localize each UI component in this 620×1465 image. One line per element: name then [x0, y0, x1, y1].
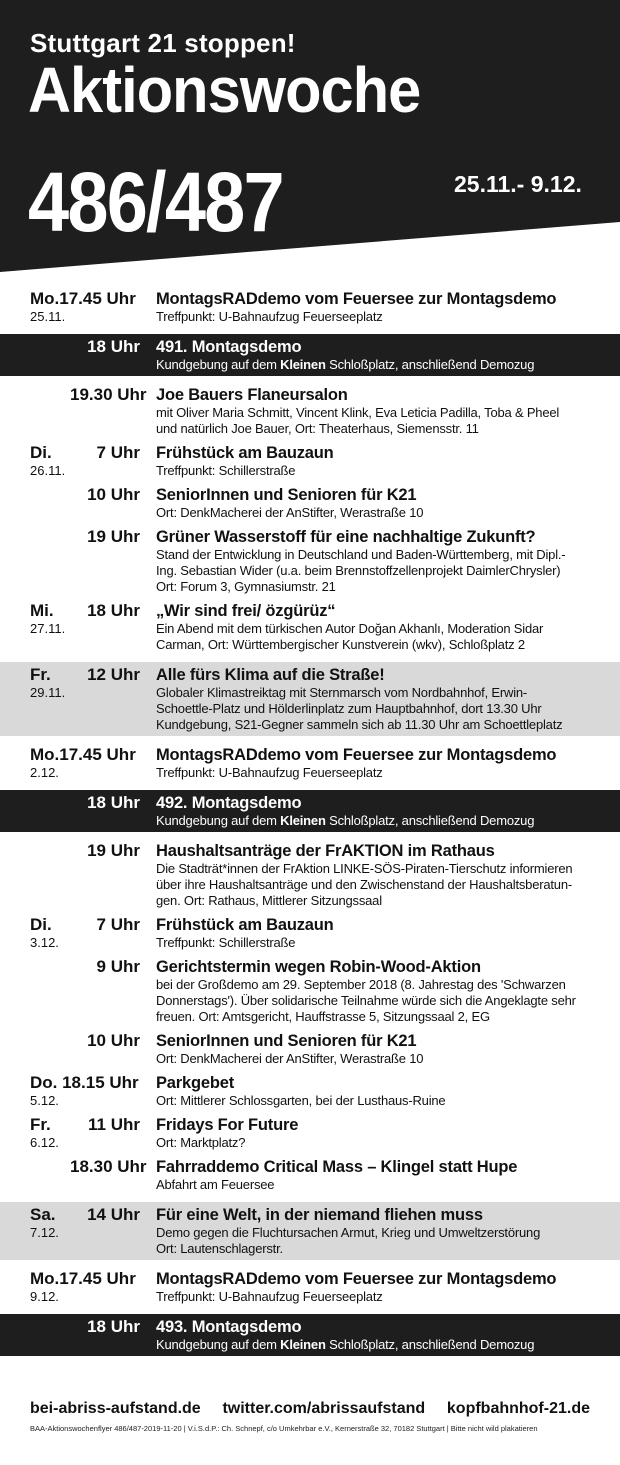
- event-detail: gen. Ort: Rathaus, Mittlerer Sitzungssaal: [156, 893, 382, 908]
- event-row: [0, 1028, 620, 1070]
- flyer-footer: [0, 1400, 620, 1433]
- event-content: [156, 1031, 620, 1067]
- event-title: Frühstück am Bauzaun: [156, 916, 334, 934]
- event-row: [0, 1202, 620, 1260]
- event-date: 26.11.: [30, 463, 66, 478]
- event-day: [0, 1269, 136, 1305]
- event-detail-emphasis: Kleinen: [280, 357, 326, 372]
- event-row: [0, 954, 620, 1028]
- event-detail: Ort: DenkMacherei der AnStifter, Werastraße 10: [156, 1051, 424, 1066]
- event-title: 491. Montagsdemo: [156, 338, 302, 356]
- event-row: [0, 912, 620, 954]
- event-detail: [156, 357, 596, 373]
- event-title: MontagsRADdemo vom Feuersee zur Montagsdemo: [156, 290, 557, 308]
- event-detail: Ein Abend mit dem türkischen Autor Doğan Akhanlı, Moderation Sidar: [156, 621, 544, 636]
- event-content: [156, 665, 620, 733]
- event-content: [156, 337, 620, 373]
- event-time: 9 Uhr: [96, 957, 140, 976]
- event-content: [156, 1205, 620, 1257]
- event-date: 3.12.: [30, 935, 59, 950]
- event-detail-text: Schloßplatz, anschließend Demozug: [325, 813, 535, 828]
- event-row: [0, 524, 620, 598]
- event-content: [156, 793, 620, 829]
- event-detail: über ihre Haushaltsanträge und den Zwischenstand der Haushaltsberatun-: [156, 877, 572, 892]
- event-weekday: Fr.: [30, 665, 51, 684]
- event-detail: [156, 813, 596, 829]
- event-content: [156, 385, 620, 437]
- event-time: 10 Uhr: [87, 485, 140, 504]
- event-detail: Ort: Marktplatz?: [156, 1135, 246, 1150]
- event-day: [0, 1073, 139, 1109]
- event-detail: Demo gegen die Fluchtursachen Armut, Krieg und Umweltzerstörung: [156, 1225, 541, 1240]
- event-detail: mit Oliver Maria Schmitt, Vincent Klink, Eva Leticia Padilla, Toba & Pheel: [156, 405, 560, 420]
- event-detail: [156, 1337, 596, 1353]
- event-content: [156, 915, 620, 951]
- event-detail: freuen. Ort: Amtsgericht, Hauffstrasse 5, Sitzungssaal 2, EG: [156, 1009, 490, 1024]
- event-detail: bei der Großdemo am 29. September 2018 (8. Jahrestag des 'Schwarzen: [156, 977, 566, 992]
- event-detail: Globaler Klimastreiktag mit Sternmarsch vom Nordbahnhof, Erwin-: [156, 685, 528, 700]
- event-row: [0, 1154, 620, 1196]
- event-row: [0, 742, 620, 784]
- event-title: „Wir sind frei/ özgürüz“: [156, 602, 336, 620]
- event-content: [156, 1115, 620, 1151]
- event-day: [0, 1205, 70, 1257]
- event-time: 18 Uhr: [87, 1317, 140, 1336]
- event-row: [0, 790, 620, 832]
- event-row: [0, 1314, 620, 1356]
- event-time: 12 Uhr: [87, 665, 140, 684]
- event-time: [70, 745, 156, 781]
- event-detail-emphasis: Kleinen: [280, 1337, 326, 1352]
- event-time: 19.30 Uhr: [70, 385, 147, 404]
- event-content: [156, 601, 620, 653]
- event-content: [156, 841, 620, 909]
- event-date: 5.12.: [30, 1093, 59, 1108]
- event-day: [0, 841, 70, 909]
- event-row: [0, 598, 620, 656]
- event-time: 7 Uhr: [96, 915, 140, 934]
- event-day: [0, 485, 70, 521]
- event-day: [0, 1157, 70, 1193]
- event-detail: Schoettle-Platz und Hölderlinplatz zum Hauptbahnhof, dort 13.30 Uhr: [156, 701, 542, 716]
- event-content: [156, 289, 620, 325]
- header-kicker: Stuttgart 21 stoppen!: [30, 28, 296, 58]
- event-day: [0, 957, 70, 1025]
- event-detail: Treffpunkt: U-Bahnaufzug Feuerseeplatz: [156, 309, 383, 324]
- event-weekday: Di.: [30, 915, 52, 934]
- event-row: [0, 286, 620, 328]
- event-title: SeniorInnen und Senioren für K21: [156, 486, 417, 504]
- footer-link-twitter[interactable]: twitter.com/abrissaufstand: [222, 1400, 426, 1417]
- event-content: [156, 1269, 620, 1305]
- event-time: 18 Uhr: [87, 793, 140, 812]
- event-detail: Ort: Forum 3, Gymnasiumstr. 21: [156, 579, 336, 594]
- event-row: [0, 838, 620, 912]
- event-time: 11 Uhr: [88, 1115, 140, 1134]
- event-detail-emphasis: Kleinen: [280, 813, 326, 828]
- event-detail: und natürlich Joe Bauer, Ort: Theaterhaus, Siemensstr. 11: [156, 421, 479, 436]
- event-content: [156, 1073, 620, 1109]
- event-day: [0, 1317, 70, 1353]
- event-detail: Die Stadträt*innen der FrAktion LINKE-SÖS-Piraten-Tierschutz informieren: [156, 861, 573, 876]
- event-detail-text: Schloßplatz, anschließend Demozug: [325, 1337, 535, 1352]
- event-title: Parkgebet: [156, 1074, 234, 1092]
- event-content: [156, 1317, 620, 1353]
- event-detail-text: Schloßplatz, anschließend Demozug: [325, 357, 535, 372]
- event-date: 2.12.: [30, 765, 59, 780]
- event-content: [156, 745, 620, 781]
- event-detail: Stand der Entwicklung in Deutschland und Baden-Württemberg, mit Dipl.-: [156, 547, 566, 562]
- event-day: [0, 527, 70, 595]
- event-day: [0, 385, 70, 437]
- footer-link-kopfbahnhof[interactable]: kopfbahnhof-21.de: [446, 1400, 590, 1417]
- event-weekday: Di.: [30, 443, 52, 462]
- event-day: [0, 745, 136, 781]
- event-detail: Donnerstags'). Über solidarische Teilnahme würde sich die Angeklagte sehr: [156, 993, 576, 1008]
- event-content: [156, 1157, 620, 1193]
- event-content: [156, 957, 620, 1025]
- event-title: SeniorInnen und Senioren für K21: [156, 1032, 417, 1050]
- event-detail: Treffpunkt: Schillerstraße: [156, 935, 296, 950]
- event-day: [0, 1031, 70, 1067]
- event-row: [0, 382, 620, 440]
- event-list: [0, 286, 620, 1356]
- event-title: Grüner Wasserstoff für eine nachhaltige Zukunft?: [156, 528, 536, 546]
- event-weekday: Do. 18.15 Uhr: [30, 1073, 139, 1092]
- event-title: Für eine Welt, in der niemand fliehen muss: [156, 1206, 483, 1224]
- event-row: [0, 1112, 620, 1154]
- event-detail: Treffpunkt: U-Bahnaufzug Feuerseeplatz: [156, 1289, 383, 1304]
- event-title: Fridays For Future: [156, 1116, 299, 1134]
- event-day: [0, 665, 70, 733]
- event-time: [70, 1269, 156, 1305]
- event-weekday: Mo.17.45 Uhr: [30, 1269, 136, 1288]
- footer-links: [0, 1400, 620, 1418]
- event-row: [0, 482, 620, 524]
- event-day: [0, 337, 70, 373]
- event-title: Joe Bauers Flaneursalon: [156, 386, 348, 404]
- event-content: [156, 527, 620, 595]
- event-detail: Carman, Ort: Württembergischer Kunstverein (wkv), Schloßplatz 2: [156, 637, 525, 652]
- event-title: Haushaltsanträge der FrAKTION im Rathaus: [156, 842, 495, 860]
- event-detail: Treffpunkt: U-Bahnaufzug Feuerseeplatz: [156, 765, 383, 780]
- event-row: [0, 440, 620, 482]
- event-time: 10 Uhr: [87, 1031, 140, 1050]
- event-day: [0, 1115, 70, 1151]
- event-day: [0, 793, 70, 829]
- event-time: 18 Uhr: [87, 337, 140, 356]
- event-title: Frühstück am Bauzaun: [156, 444, 334, 462]
- event-date: 25.11.: [30, 309, 66, 324]
- event-content: [156, 443, 620, 479]
- event-weekday: Fr.: [30, 1115, 51, 1134]
- event-title: Alle fürs Klima auf die Straße!: [156, 666, 385, 684]
- event-time: 19 Uhr: [87, 527, 140, 546]
- event-time: [70, 1073, 156, 1109]
- event-date: 9.12.: [30, 1289, 59, 1304]
- event-weekday: Mo.17.45 Uhr: [30, 289, 136, 308]
- event-detail: Ort: DenkMacherei der AnStifter, Werastraße 10: [156, 505, 424, 520]
- header-dates: 25.11.- 9.12.: [454, 171, 582, 197]
- event-row: [0, 334, 620, 376]
- event-title: 493. Montagsdemo: [156, 1318, 302, 1336]
- event-detail: Abfahrt am Feuersee: [156, 1177, 275, 1192]
- event-day: [0, 443, 70, 479]
- event-date: 7.12.: [30, 1225, 59, 1240]
- event-row: [0, 1070, 620, 1112]
- event-content: [156, 485, 620, 521]
- event-detail: Ort: Lautenschlagerstr.: [156, 1241, 283, 1256]
- event-title: MontagsRADdemo vom Feuersee zur Montagsdemo: [156, 1270, 557, 1288]
- header-title: Aktionswoche: [28, 54, 421, 126]
- event-title: Fahrraddemo Critical Mass – Klingel statt Hupe: [156, 1158, 518, 1176]
- event-day: [0, 915, 70, 951]
- event-date: 29.11.: [30, 685, 66, 700]
- event-weekday: Sa.: [30, 1205, 56, 1224]
- footer-link-website[interactable]: bei-abriss-aufstand.de: [30, 1400, 201, 1417]
- footer-imprint: BAA-Aktionswochenflyer 486/487-2019-11-20 | V.i.S.d.P.: Ch. Schnepf, c/o Umkehrbar e.V., Kernerstraße 32, 70182 Stuttgart | Bitte nicht wild plakatieren: [30, 1424, 538, 1433]
- event-detail: Ing. Sebastian Wider (u.a. beim Brennstoffzellenprojekt DaimlerChrysler): [156, 563, 561, 578]
- event-time: 18.30 Uhr: [70, 1157, 147, 1176]
- event-day: [0, 289, 136, 325]
- event-time: 19 Uhr: [87, 841, 140, 860]
- event-date: 27.11.: [30, 621, 66, 636]
- event-date: 6.12.: [30, 1135, 59, 1150]
- event-detail-text: Kundgebung auf dem: [156, 813, 281, 828]
- event-row: [0, 662, 620, 736]
- event-detail: Treffpunkt: Schillerstraße: [156, 463, 296, 478]
- event-title: MontagsRADdemo vom Feuersee zur Montagsdemo: [156, 746, 557, 764]
- event-row: [0, 1266, 620, 1308]
- flyer-header: [0, 0, 620, 278]
- event-detail-text: Kundgebung auf dem: [156, 1337, 281, 1352]
- header-number: 486/487: [28, 155, 283, 249]
- event-title: Gerichtstermin wegen Robin-Wood-Aktion: [156, 958, 481, 976]
- event-time: 14 Uhr: [87, 1205, 140, 1224]
- event-title: 492. Montagsdemo: [156, 794, 302, 812]
- event-detail-text: Kundgebung auf dem: [156, 357, 281, 372]
- event-time: 18 Uhr: [87, 601, 140, 620]
- event-weekday: Mo.17.45 Uhr: [30, 745, 136, 764]
- event-detail: Kundgebung, S21-Gegner sammeln sich ab 11.30 Uhr am Schoettleplatz: [156, 717, 563, 732]
- event-weekday: Mi.: [30, 601, 54, 620]
- event-day: [0, 601, 70, 653]
- event-time: 7 Uhr: [96, 443, 140, 462]
- event-time: [70, 289, 156, 325]
- event-detail: Ort: Mittlerer Schlossgarten, bei der Lusthaus-Ruine: [156, 1093, 446, 1108]
